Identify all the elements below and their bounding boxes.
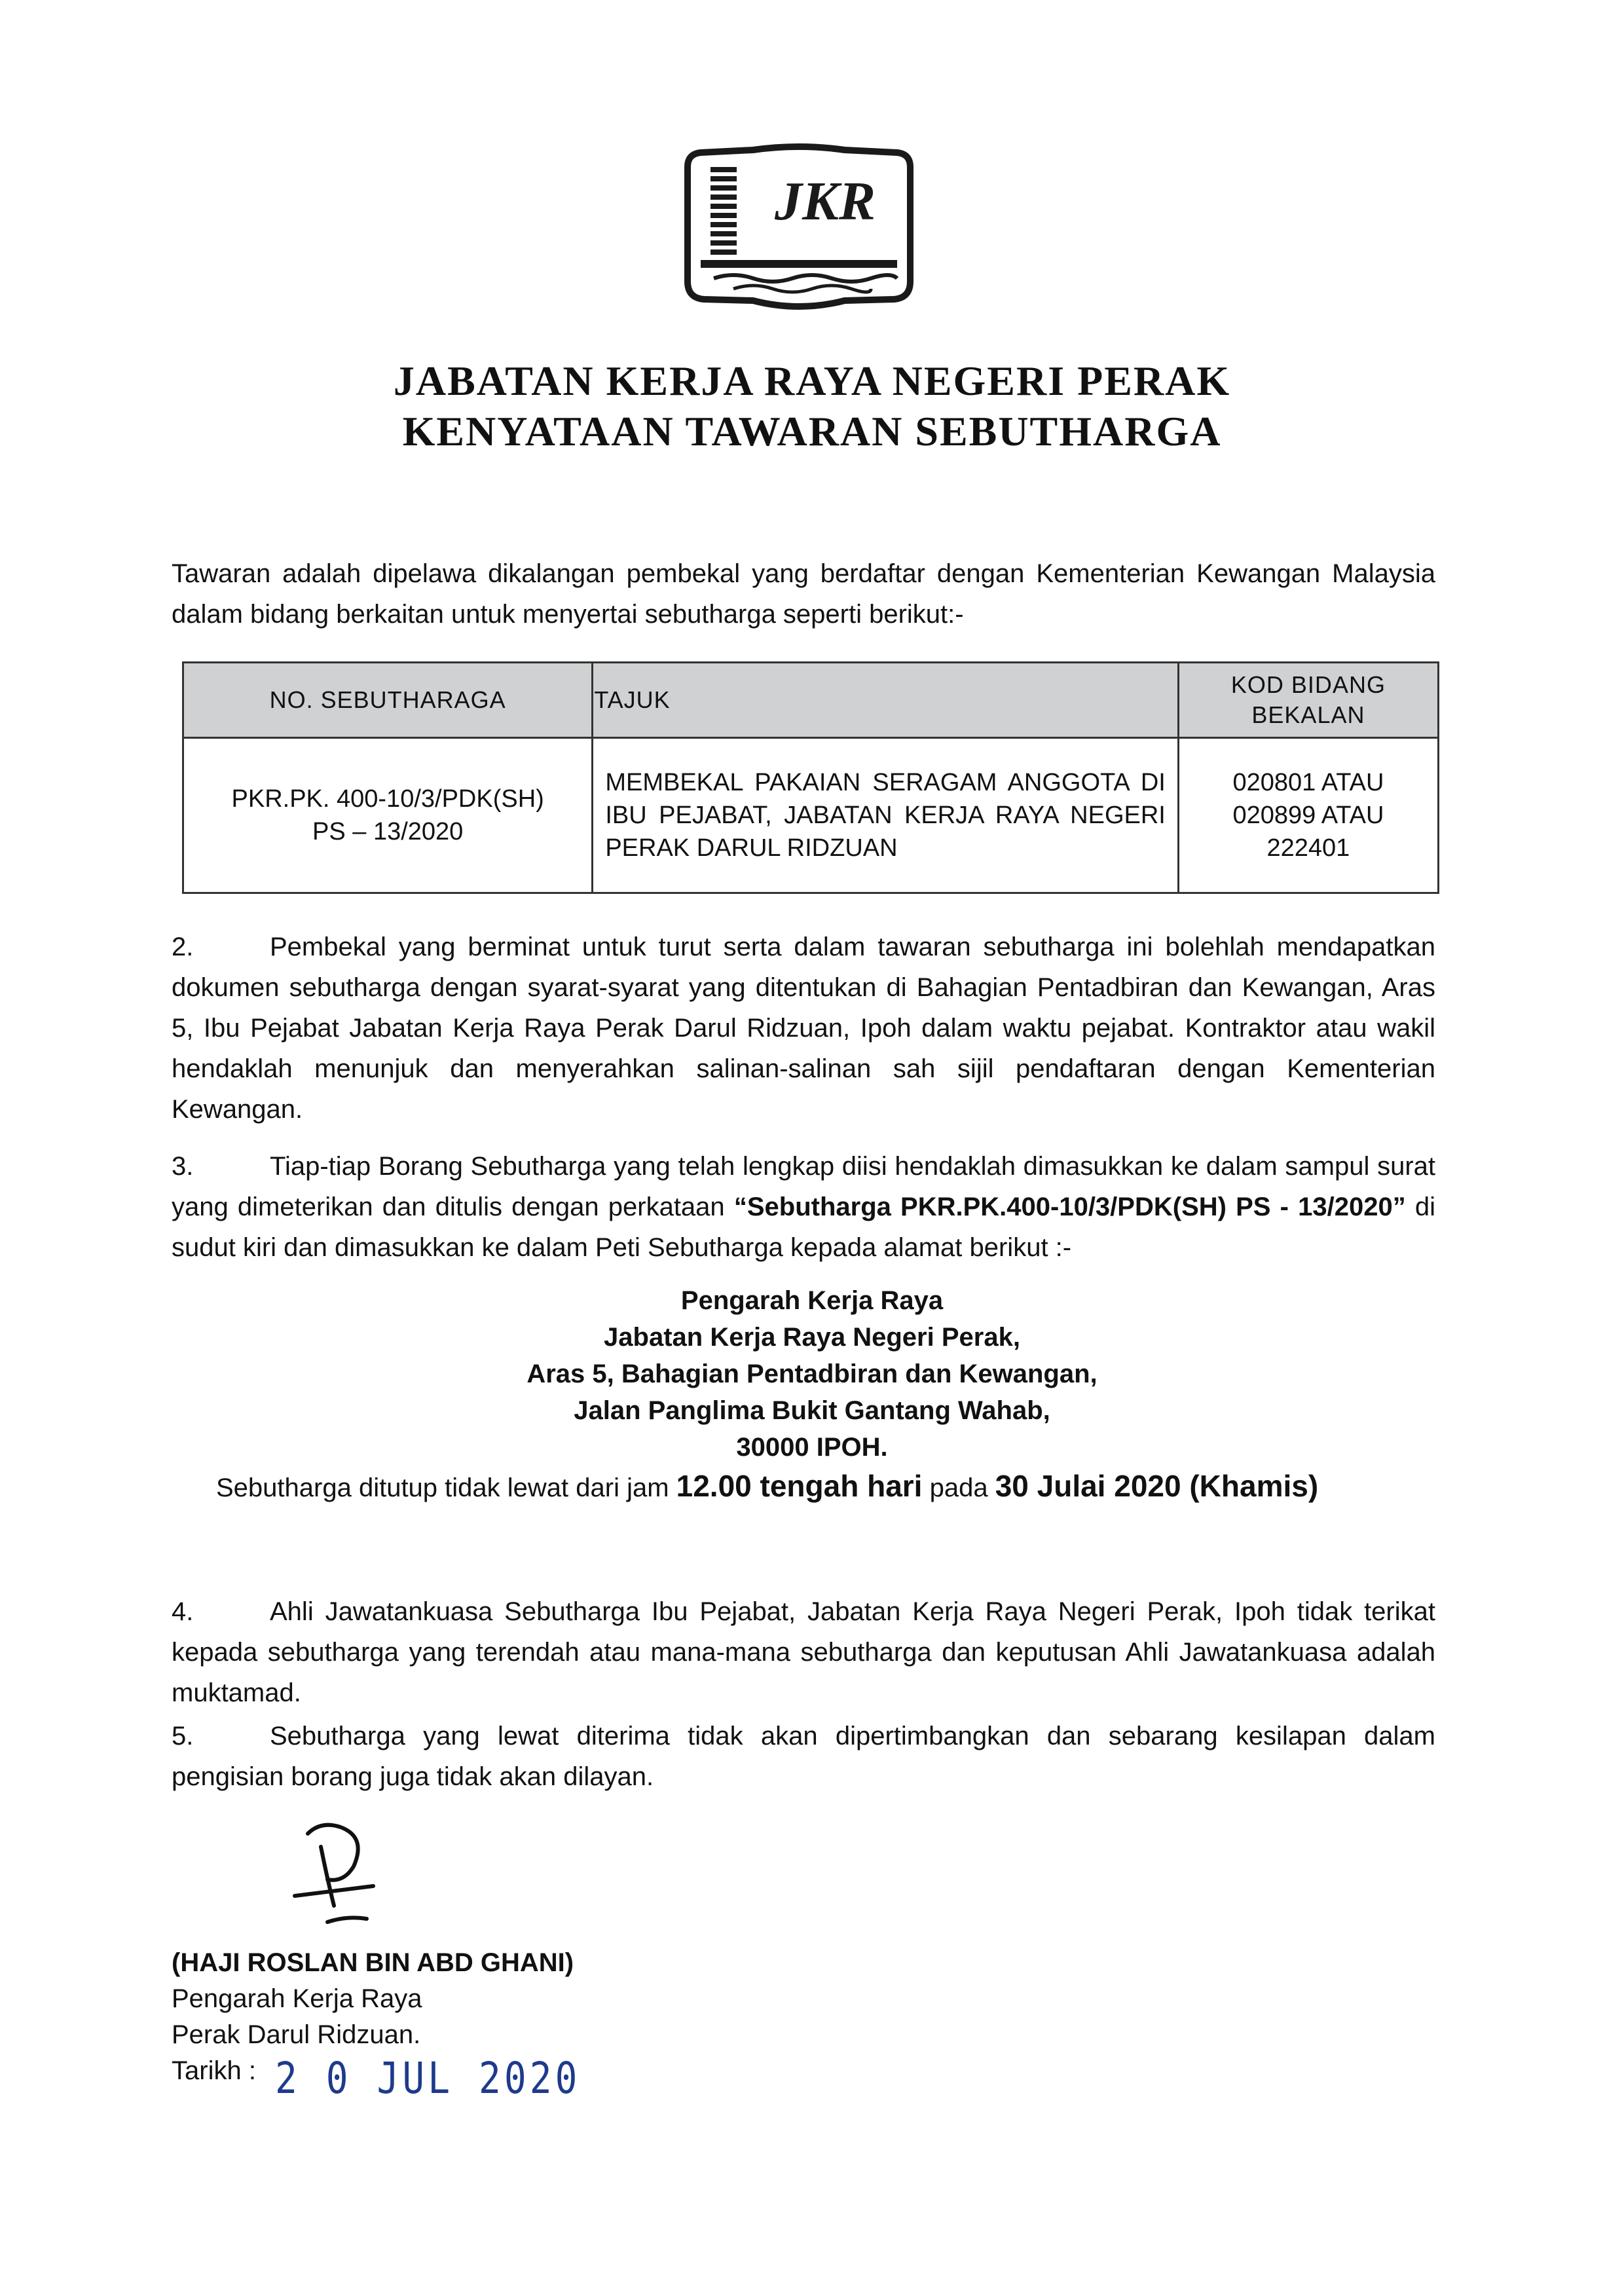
paragraph-3 [172, 1146, 1435, 1268]
header-no: NO. SEBUTHARAGA [183, 663, 593, 738]
paragraph-5 [172, 1716, 1435, 1797]
address-line5: 30000 IPOH. [736, 1433, 888, 1462]
deadline-prefix: Sebutharga ditutup tidak lewat dari jam [216, 1473, 676, 1502]
cell-kod-line2: 020899 ATAU [1232, 802, 1384, 829]
paragraph-4-number: 4. [172, 1597, 194, 1626]
paragraph-2 [172, 927, 1435, 1130]
deadline-middle: pada [922, 1473, 995, 1502]
header-kod-line2: BEKALAN [1251, 701, 1365, 728]
cell-no-line1: PKR.PK. 400-10/3/PDK(SH) [231, 785, 544, 813]
cell-no [183, 738, 593, 893]
address-line4: Jalan Panglima Bukit Gantang Wahab, [574, 1396, 1050, 1425]
address-line1: Pengarah Kerja Raya [680, 1286, 944, 1315]
table-header-row [183, 663, 1439, 738]
deadline-line [216, 1468, 1460, 1504]
address-line2: Jabatan Kerja Raya Negeri Perak, [604, 1323, 1020, 1352]
paragraph-3-text-before: Tiap-tiap Borang Sebutharga yang telah lengkap diisi hendaklah dimasukkan ke dalam sampul surat yang dimeterikan dan ditulis dengan perkataan [172, 1152, 1435, 1221]
paragraph-3-number: 3. [172, 1152, 194, 1181]
header-title-line1: JABATAN KERJA RAYA NEGERI PERAK [393, 358, 1231, 404]
cell-no-line2: PS – 13/2020 [312, 818, 464, 845]
intro-paragraph: Tawaran adalah dipelawa dikalangan pembekal yang berdaftar dengan Kementerian Kewangan Malaysia dalam bidang berkaitan untuk menyertai sebutharga seperti berikut:- [172, 559, 1435, 629]
paragraph-5-text: Sebutharga yang lewat diterima tidak akan dipertimbangkan dan sebarang kesilapan dalam pengisian borang juga tidak akan dilayan. [172, 1722, 1435, 1791]
signature-icon [282, 1807, 413, 1938]
cell-kod-line3: 222401 [1266, 834, 1350, 862]
signatory-name: (HAJI ROSLAN BIN ABD GHANI) [172, 1948, 574, 1977]
paragraph-4 [172, 1591, 1435, 1713]
header-tajuk: TAJUK [593, 663, 1179, 738]
paragraph-3-text-bold: “Sebutharga PKR.PK.400-10/3/PDK(SH) PS - 13/2020” [733, 1193, 1406, 1221]
signatory-place: Perak Darul Ridzuan. [172, 2020, 421, 2049]
cell-kod [1178, 738, 1438, 893]
cell-kod-line1: 020801 ATAU [1232, 769, 1384, 796]
address-line3: Aras 5, Bahagian Pentadbiran dan Kewangan, [526, 1360, 1098, 1388]
signatory-title: Pengarah Kerja Raya [172, 1984, 422, 2013]
paragraph-3-text-after: di sudut kiri dan dimasukkan ke dalam Peti Sebutharga kepada alamat berikut :- [172, 1193, 1435, 1262]
table-row [183, 738, 1439, 893]
date-label: Tarikh : [172, 2056, 256, 2085]
header-title-line2: KENYATAAN TAWARAN SEBUTHARGA [402, 408, 1222, 454]
paragraph-2-number: 2. [172, 933, 194, 961]
date-stamp: 2 0 JUL 2020 [275, 2053, 581, 2103]
deadline-date: 30 Julai 2020 (Khamis) [995, 1469, 1319, 1503]
address-block [0, 1282, 1624, 1466]
paragraph-2-text: Pembekal yang berminat untuk turut serta dalam tawaran sebutharga ini bolehlah mendapatkan dokumen sebutharga dengan syarat-syarat yang ditentukan di Bahagian Pentadbiran dan Kewangan, Aras 5, Ibu Pejabat Jabatan Kerja Raya Perak Darul Ridzuan, Ipoh dalam waktu pejabat. Kontraktor atau wakil hendaklah menunjuk dan menyerahkan salinan-salinan sah sijil pendaftaran dengan Kementerian Kewangan. [172, 933, 1435, 1124]
header-kod [1178, 663, 1438, 738]
jkr-logo [674, 141, 923, 318]
deadline-time: 12.00 tengah hari [676, 1469, 923, 1503]
paragraph-5-number: 5. [172, 1722, 194, 1750]
cell-tajuk: MEMBEKAL PAKAIAN SERAGAM ANGGOTA DI IBU PEJABAT, JABATAN KERJA RAYA NEGERI PERAK DARUL RIDZUAN [593, 738, 1179, 893]
paragraph-4-text: Ahli Jawatankuasa Sebutharga Ibu Pejabat, Jabatan Kerja Raya Negeri Perak, Ipoh tidak terikat kepada sebutharga yang terendah atau mana-mana sebutharga dan keputusan Ahli Jawatankuasa adalah muktamad. [172, 1597, 1435, 1707]
tender-table [182, 661, 1439, 894]
logo-text: JKR [774, 171, 876, 232]
header-kod-line1: KOD BIDANG [1230, 671, 1386, 698]
